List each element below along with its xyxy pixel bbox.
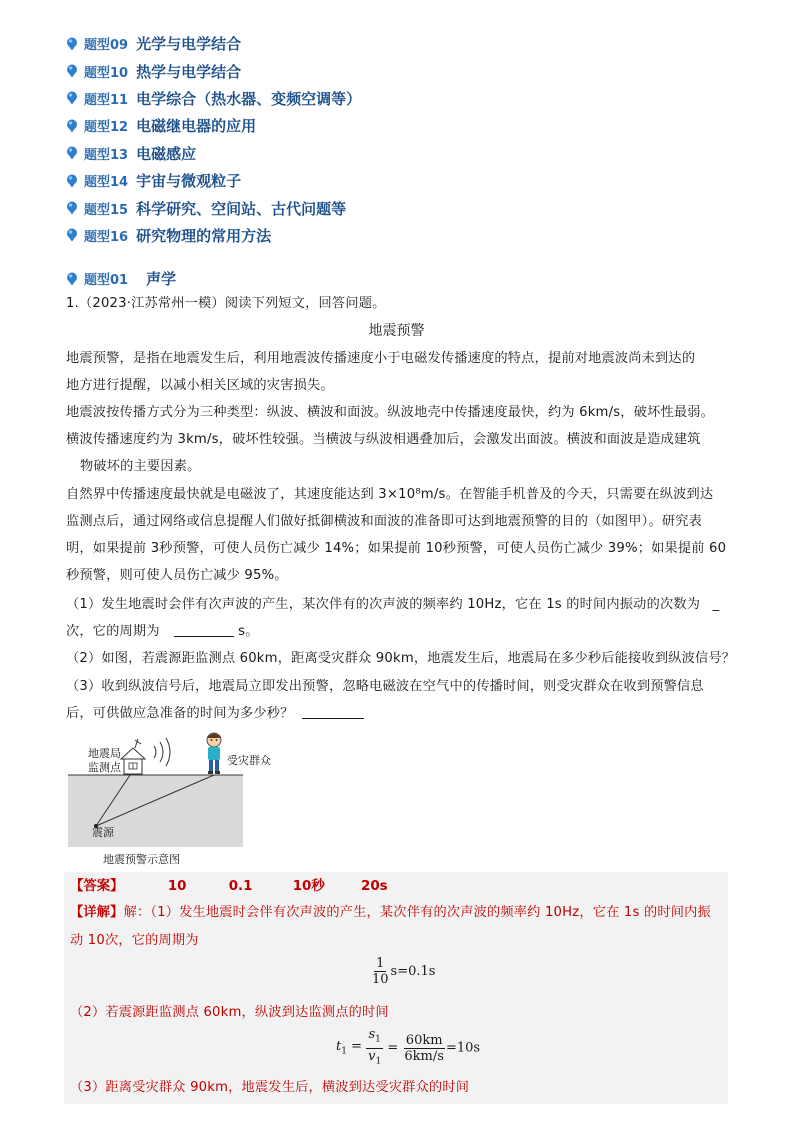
toc-item[interactable] bbox=[66, 112, 361, 139]
toc-title: 电磁感应 bbox=[136, 144, 197, 163]
toc-title: 光学与电学结合 bbox=[136, 35, 242, 54]
figure-caption: 地震预警示意图 bbox=[103, 853, 180, 866]
toc-code: 题型09 bbox=[84, 38, 129, 54]
eq-num-2: 60km bbox=[405, 1032, 443, 1048]
eq-num-sub: 1 bbox=[375, 1034, 381, 1045]
question-intro: 1.（2023·江苏常州一模）阅读下列短文，回答问题。 bbox=[66, 296, 386, 311]
eq-denominator: 10 bbox=[372, 972, 389, 987]
detail-line: （3）距离受灾群众 90km，地震发生后，横波到达受灾群众的时间 bbox=[70, 1080, 470, 1095]
toc-item[interactable] bbox=[66, 85, 361, 112]
toc-code: 题型11 bbox=[84, 92, 129, 108]
toc-item[interactable] bbox=[66, 57, 361, 84]
station-label bbox=[88, 747, 121, 775]
toc-item[interactable] bbox=[66, 194, 361, 221]
answer-value: 10秒 bbox=[292, 879, 325, 894]
toc-code: 题型16 bbox=[84, 229, 129, 245]
eq-rest-2: =10s bbox=[445, 1040, 481, 1056]
paragraph-line: 地震波按传播方式分为三种类型：纵波、横波和面波。纵波地壳中传播速度最快，约为 6km/s，破坏性最弱。 bbox=[66, 405, 715, 420]
location-pin-icon bbox=[66, 272, 78, 286]
unit-text: s。 bbox=[238, 624, 259, 639]
person-icon bbox=[207, 733, 221, 774]
toc-code: 题型13 bbox=[84, 147, 129, 163]
paragraph-line: 明，如果提前 3秒预警，可使人员伤亡减少 14%；如果提前 10秒预警，可使人员伤亡减少 39%；如果提前 60 bbox=[66, 541, 727, 556]
station-house-icon bbox=[121, 739, 145, 774]
location-pin-icon bbox=[66, 228, 78, 242]
eq-numerator: 1 bbox=[376, 956, 385, 971]
answer-value: 10 bbox=[167, 879, 187, 894]
equation-period bbox=[370, 956, 435, 987]
station-label-line: 监测点 bbox=[88, 761, 121, 774]
answer-value: 20s bbox=[361, 879, 388, 894]
eq-num: s bbox=[368, 1027, 376, 1042]
location-pin-icon bbox=[66, 201, 78, 215]
toc-title: 科学研究、空间站、古代问题等 bbox=[136, 199, 347, 218]
sub-question-1-text: （1）发生地震时会伴有次声波的产生，某次伴有的次声波的频率约 10Hz，它在 1s 的时间内振动的次数为 bbox=[66, 597, 701, 612]
toc-title: 电学综合（热水器、变频空调等） bbox=[136, 89, 362, 108]
toc-item[interactable] bbox=[66, 222, 361, 249]
answer-blank[interactable] bbox=[302, 718, 364, 719]
location-pin-icon bbox=[66, 119, 78, 133]
sub-question-3b bbox=[66, 702, 364, 721]
equation-time: $t_1$ = $\frac{s_1}{v_1}$ = $\frac{60km}{6km/s}$ =10s bbox=[336, 1027, 481, 1067]
eq-den-sub: 1 bbox=[375, 1056, 382, 1067]
signal-waves-icon bbox=[154, 738, 170, 766]
detail-line: 动 10次，它的周期为 bbox=[70, 933, 199, 948]
detail-tag: 【详解】 bbox=[70, 905, 124, 920]
toc-title: 热学与电学结合 bbox=[136, 62, 242, 81]
location-pin-icon bbox=[66, 91, 78, 105]
eq-lhs-sub: 1 bbox=[341, 1046, 347, 1057]
answer-row bbox=[70, 875, 388, 894]
toc-list bbox=[66, 30, 361, 249]
source-label: 震源 bbox=[92, 826, 114, 839]
toc-code: 题型10 bbox=[84, 65, 129, 81]
section-title: 声学 bbox=[146, 270, 177, 288]
paragraph-line: 秒预警，则可使人员伤亡减少 95%。 bbox=[66, 568, 288, 583]
paragraph-line: 监测点后，通过网络或信息提醒人们做好抵御横波和面波的准备即可达到地震预警的目的（如图甲）。研究表 bbox=[66, 514, 702, 529]
detail-text: 解：（1）发生地震时会伴有次声波的产生，某次伴有的次声波的频率约 10Hz，它在 1s 的时间内振 bbox=[123, 905, 711, 920]
sub-question-1 bbox=[66, 593, 719, 612]
paragraph-line: 自然界中传播速度最快就是电磁波了，其速度能达到 3×10⁸m/s。在智能手机普及的今天，只需要在纵波到达 bbox=[66, 487, 714, 502]
location-pin-icon bbox=[66, 37, 78, 51]
toc-title: 研究物理的常用方法 bbox=[136, 226, 272, 245]
eq-den: v bbox=[368, 1048, 376, 1064]
paragraph-line: 物破坏的主要因素。 bbox=[80, 459, 201, 474]
paragraph-line: 地方进行提醒，以减小相关区域的灾害损失。 bbox=[66, 378, 334, 393]
toc-code: 题型14 bbox=[84, 175, 129, 191]
location-pin-icon bbox=[66, 174, 78, 188]
sub-question-1b-text: 次，它的周期为 bbox=[66, 624, 160, 639]
toc-code: 题型12 bbox=[84, 120, 129, 136]
section-heading bbox=[66, 268, 176, 289]
toc-item[interactable] bbox=[66, 140, 361, 167]
sub-question-3b-text: 后，可供做应急准备的时间为多少秒？ bbox=[66, 706, 294, 721]
location-pin-icon bbox=[66, 64, 78, 78]
detail-line: （2）若震源距监测点 60km，纵波到达监测点的时间 bbox=[70, 1005, 389, 1020]
eq-rest: s=0.1s bbox=[390, 964, 436, 979]
paragraph-line: 横波传播速度约为 3km/s，破坏性较强。当横波与纵波相遇叠加后，会激发出面波。横波和面波是造成建筑 bbox=[66, 432, 701, 447]
eq-lhs: t bbox=[336, 1039, 342, 1055]
answer-blank[interactable] bbox=[174, 636, 234, 637]
toc-code: 题型15 bbox=[84, 202, 129, 218]
toc-item[interactable] bbox=[66, 30, 361, 57]
sub-question-3: （3）收到纵波信号后，地震局立即发出预警，忽略电磁波在空气中的传播时间，则受灾群众在收到预警信息 bbox=[66, 679, 704, 694]
section-code: 题型01 bbox=[84, 273, 129, 288]
people-label: 受灾群众 bbox=[227, 754, 271, 767]
answer-blank[interactable]: _ bbox=[712, 597, 720, 612]
toc-title: 电磁继电器的应用 bbox=[136, 117, 257, 136]
eq-den-2: 6km/s bbox=[404, 1048, 444, 1064]
detail-line bbox=[70, 901, 711, 920]
toc-title: 宇宙与微观粒子 bbox=[136, 172, 242, 191]
station-label-line: 地震局 bbox=[88, 747, 121, 760]
answer-value: 0.1 bbox=[228, 879, 253, 894]
answer-tag: 【答案】 bbox=[70, 879, 124, 894]
toc-item[interactable] bbox=[66, 167, 361, 194]
sub-question-1b bbox=[66, 620, 259, 639]
sub-question-2: （2）如图，若震源距监测点 60km，距离受灾群众 90km，地震发生后，地震局在多少秒后能接收到纵波信号？ bbox=[66, 651, 736, 666]
paragraph-line: 地震预警，是指在地震发生后，利用地震波传播速度小于电磁发传播速度的特点，提前对地震波尚未到达的 bbox=[66, 351, 696, 366]
article-title: 地震预警 bbox=[368, 323, 425, 339]
location-pin-icon bbox=[66, 146, 78, 160]
